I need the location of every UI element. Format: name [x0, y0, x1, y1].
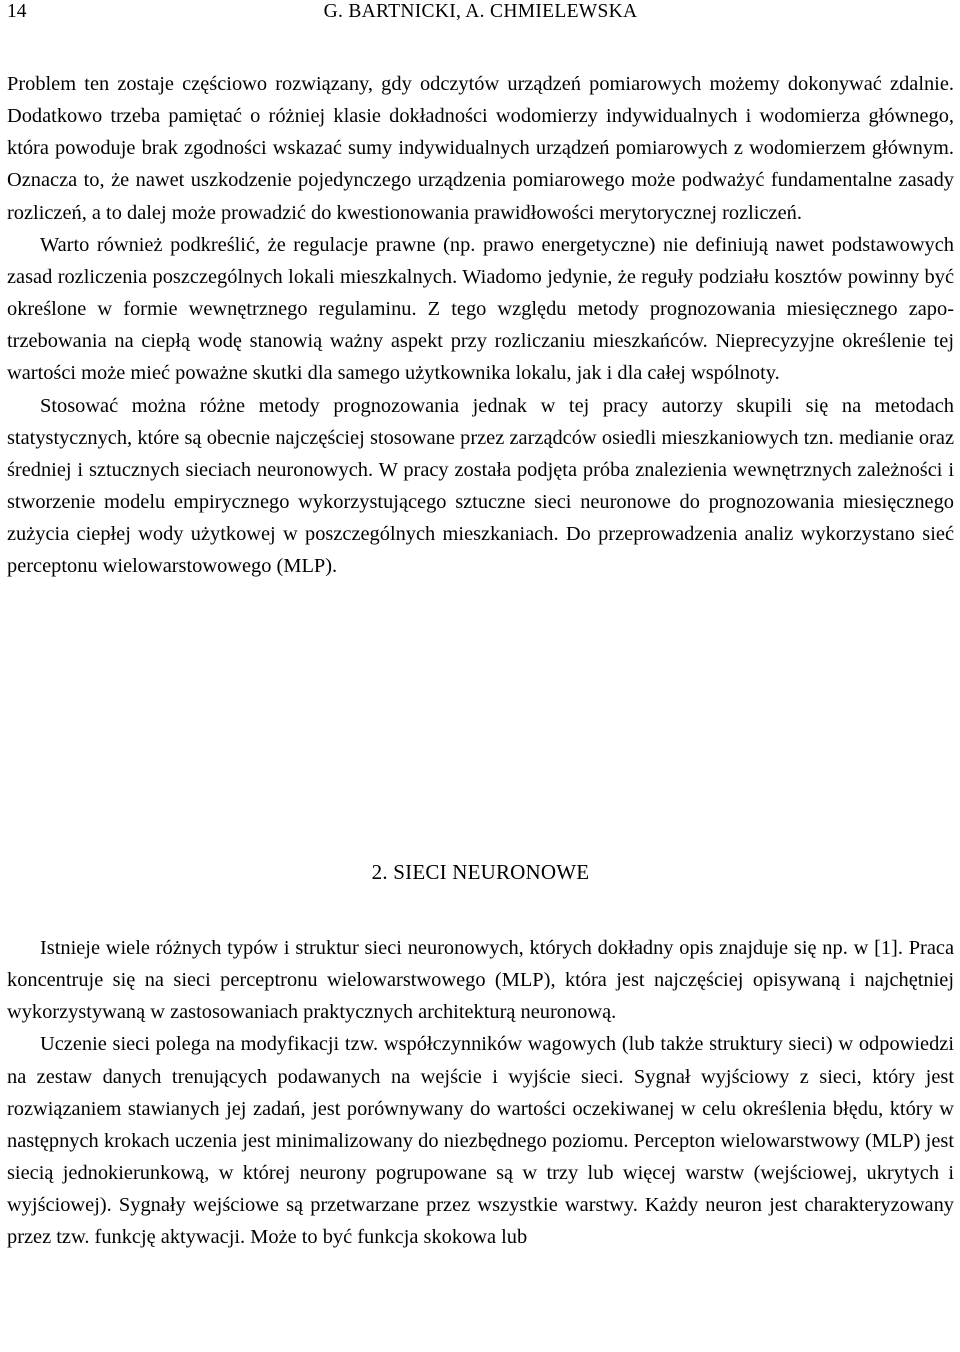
page-header	[7, 0, 954, 24]
section-1-body	[7, 68, 954, 583]
paragraph-problem: Problem ten zostaje częściowo rozwiązany, gdy odczytów urządzeń pomiarowych możemy dokonywać zdalnie. Dodatkowo trzeba pamiętać o różniej klasie dokładności wodomierzy indywidualnych i wodomierza głównego, która powoduje brak zgodności wskazać sumy indywidualnych urządzeń pomiarowych z wodomierzem głównym. Oznacza to, że nawet uszkodzenie pojedynczego urządzenia pomiarowego może podważyć fundamentalne zasady rozliczeń, a to dalej może prowadzić do kwestionowania prawidłowości merytorycznej rozliczeń.	[7, 73, 954, 224]
section-heading: 2. SIECI NEURONOWE	[371, 860, 590, 884]
paragraph-training: Uczenie sieci polega na modyfikacji tzw. współczynników wagowych (lub także struktury sieci) w odpowiedzi na zestaw danych trenujących podawanych na wejście i wyjście sieci. Sygnał wyjściowy z sieci, który jest rozwiązaniem stawianych jej zadań, jest porównywany do wartości oczekiwanej w celu określenia błędu, który w następnych krokach uczenia jest minimalizowany do niezbędnego poziomu. Percepton wielowarstwowy (MLP) jest siecią jednokierunkową, w której neurony pogrupowane są w trzy lub więcej warstw (wejściowej, ukrytych i wyjściowej). Sygnały wejściowe są przetwarzane przez wszystkie warstwy. Każdy neuron jest charakteryzowany przez tzw. funkcję aktywacji. Może to być funkcja skokowa lub	[7, 1033, 954, 1249]
paragraph-regulations: Warto również podkreślić, że regulacje prawne (np. prawo energetyczne) nie definiują nawet podstawowych zasad rozliczenia poszczególnych lokali mieszkalnych. Wiadomo jedynie, że reguły podziału kosztów powinny być określone w formie wewnętrznego regulaminu. Z tego względu metody prognozowania miesięcznego zapotrzebowania na ciepłą wodę stanowią ważny aspekt przy rozliczaniu mieszkańców. Nieprecyzyjne określenie tej wartości może mieć poważne skutki dla samego użytkownika lokalu, jak i dla całej wspólnoty.	[7, 233, 954, 385]
section-2-body	[7, 932, 954, 1254]
running-head: G. BARTNICKI, A. CHMIELEWSKA	[323, 1, 638, 22]
paragraph-methods: Stosować można różne metody prognozowania jednak w tej pracy autorzy skupili się na metodach statystycznych, które są obecnie najczęściej stosowane przez zarządców osiedli mieszkaniowych tzn. medianie oraz średniej i sztucznych sieciach neuronowych. W pracy została podjęta próba znalezienia wewnętrznych zależności i stworzenie modelu empirycznego wykorzystującego sztuczne sieci neuronowe do prognozowania miesięcznego zużycia ciepłej wody użytkowej w poszczególnych mieszkaniach. Do przeprowadzenia analiz wykorzystano sieć perceptonu wielowarstowowego (MLP).	[7, 394, 954, 578]
document-page	[7, 0, 954, 1249]
page-number: 14	[7, 1, 27, 22]
paragraph-network-types: Istnieje wiele różnych typów i struktur sieci neuronowych, których dokładny opis znajduje się np. w [1]. Praca koncentruje się na sieci perceptronu wielowarstwowego (MLP), która jest najczęściej opisywaną i najchętniej wykorzystywaną w zastosowaniach praktycznych architekturą neuronową.	[7, 937, 954, 1024]
